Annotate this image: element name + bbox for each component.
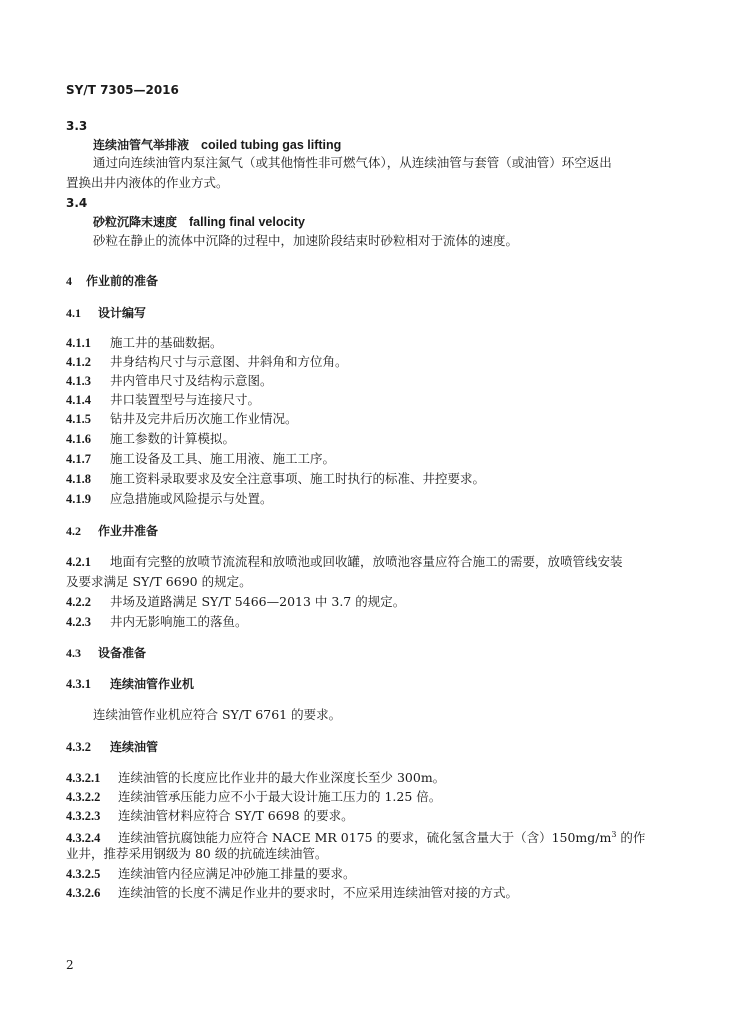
clause-3-3-number: 3.3 [66,119,88,133]
section-title: 作业前的准备 [86,274,159,288]
subsection-title: 连续油管 [110,740,159,754]
clause-3-3-definition-line2: 置换出井内液体的作业方式。 [66,175,229,190]
list-item-continuation: 业井，推荐采用钢级为 80 级的抗硫连续油管。 [66,846,328,861]
section-title: 设计编写 [98,306,147,320]
list-item: 4.3.2.6 连续油管的长度不满足作业井的要求时，不应采用连续油管对接的方式。 [66,885,519,900]
term-zh: 连续油管气举排液 [93,138,190,152]
list-item: 4.2.1 地面有完整的放喷节流流程和放喷池或回收罐，放喷池容量应符合施工的需要，放喷管线安装 [66,554,623,569]
section-title: 作业井准备 [98,524,159,538]
list-item: 4.3.2.4 连续油管抗腐蚀能力应符合 NACE MR 0175 的要求，硫化氢含量大于（含）$150mg/m^3$ 的作 [66,830,646,846]
subsection-number: 4.3.2 [66,740,91,754]
list-item: 4.1.9 应急措施或风险提示与处置。 [66,491,273,506]
standard-code: SY/T 7305—2016 [66,83,179,97]
list-item: 4.1.3 井内管串尺寸及结构示意图。 [66,373,273,388]
subsection-4-3-1-heading [66,676,194,692]
section-4-heading [66,273,158,289]
list-item: 4.1.1 施工井的基础数据。 [66,335,223,350]
clause-3-4-definition-line1: 砂粒在静止的流体中沉降的过程中，加速阶段结束时砂粒相对于流体的速度。 [93,233,519,248]
term-en: falling final velocity [189,215,306,229]
section-number: 4.2 [66,524,81,538]
list-item: 4.2.2 井场及道路满足 SY/T 5466—2013 中 3.7 的规定。 [66,594,406,609]
section-number: 4.1 [66,306,81,320]
list-item: 4.3.2.5 连续油管内径应满足冲砂施工排量的要求。 [66,866,356,881]
list-item: 4.1.5 钻井及完井后历次施工作业情况。 [66,411,298,426]
list-item: 4.2.3 井内无影响施工的落鱼。 [66,614,248,629]
list-item: 4.3.2.3 连续油管材料应符合 SY/T 6698 的要求。 [66,808,354,823]
list-item: 4.3.2.1 连续油管的长度应比作业井的最大作业深度长至少 300m。 [66,770,446,785]
subsection-title: 连续油管作业机 [110,677,195,691]
section-4-1-heading [66,305,146,321]
clause-3-3-term [93,137,341,153]
clause-3-3-definition-line1: 通过向连续油管内泵注氮气（或其他惰性非可燃气体），从连续油管与套管（或油管）环空返出 [93,155,612,170]
section-title: 设备准备 [98,646,147,660]
list-item: 4.1.2 井身结构尺寸与示意图、井斜角和方位角。 [66,354,348,369]
list-item: 4.1.6 施工参数的计算模拟。 [66,431,236,446]
list-item: 4.1.4 井口装置型号与连接尺寸。 [66,392,261,407]
section-number: 4.3 [66,646,81,660]
term-zh: 砂粒沉降末速度 [93,215,178,229]
subsection-number: 4.3.1 [66,677,91,691]
subsection-4-3-2-heading [66,739,158,755]
list-item-continuation: 及要求满足 SY/T 6690 的规定。 [66,574,252,589]
subsection-4-3-1-text: 连续油管作业机应符合 SY/T 6761 的要求。 [93,707,342,722]
section-4-2-heading [66,523,158,539]
list-item: 4.3.2.2 连续油管承压能力应不小于最大设计施工压力的 1.25 倍。 [66,789,442,804]
term-en: coiled tubing gas lifting [201,138,342,152]
section-4-3-heading [66,645,146,661]
list-item: 4.1.8 施工资料录取要求及安全注意事项、施工时执行的标准、井控要求。 [66,471,486,486]
section-number: 4 [66,274,72,288]
page-number: 2 [66,958,74,972]
list-item: 4.1.7 施工设备及工具、施工用液、施工工序。 [66,451,336,466]
clause-3-4-term [93,214,305,230]
clause-3-4-number: 3.4 [66,196,88,210]
